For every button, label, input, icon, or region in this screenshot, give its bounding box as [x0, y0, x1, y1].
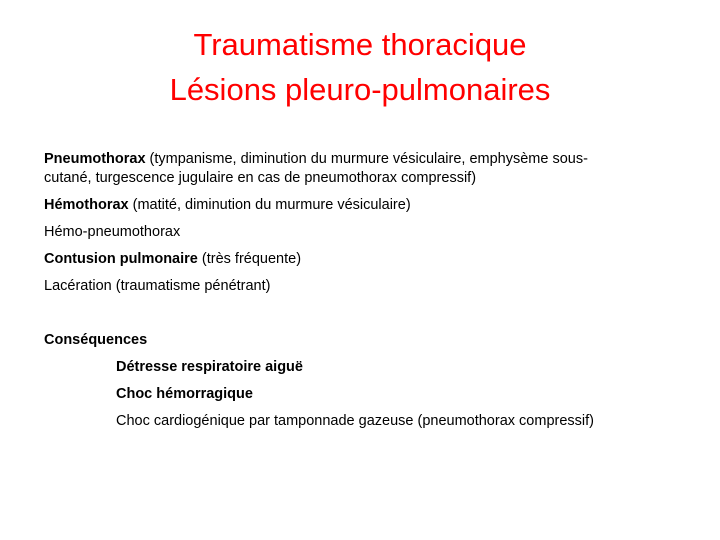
item-hemothorax-desc: (matité, diminution du murmure vésiculaire): [128, 197, 411, 213]
item-pneumothorax-term: Pneumothorax: [44, 151, 146, 167]
consequence-item-2-text: Choc hémorragique: [116, 386, 253, 402]
title-line-2: Lésions pleuro-pulmonaires: [169, 72, 551, 107]
spacer: [44, 304, 684, 331]
item-contusion-term: Contusion pulmonaire: [44, 251, 198, 267]
consequence-item-1: [44, 358, 684, 377]
item-hemothorax-term: Hémothorax: [44, 197, 129, 213]
consequences-list: [44, 358, 684, 431]
consequences-heading: [44, 331, 684, 350]
item-pneumothorax-desc-1: (tympanisme, diminution du murmure vésiculaire, emphysème sous-: [145, 151, 588, 167]
item-hemo-pneumothorax: Hémo-pneumothorax: [44, 224, 181, 240]
title-line-1: Traumatisme thoracique: [193, 27, 527, 62]
item-pneumothorax: [44, 150, 684, 188]
item-pneumothorax-line-2: cutané, turgescence jugulaire en cas de pneumothorax compressif): [44, 170, 477, 186]
consequence-item-2: [44, 385, 684, 404]
slide-title: [0, 22, 720, 112]
consequences-heading-text: Conséquences: [44, 332, 148, 348]
item-contusion: [44, 250, 684, 269]
item-pneumothorax-line-1: [44, 150, 684, 169]
item-contusion-desc: (très fréquente): [197, 251, 302, 267]
item-hemothorax: [44, 196, 684, 215]
consequence-item-3: Choc cardiogénique par tamponnade gazeuse (pneumothorax compressif): [116, 413, 594, 429]
slide-body: [44, 150, 684, 439]
consequence-item-1-text: Détresse respiratoire aiguë: [116, 359, 303, 375]
item-laceration: Lacération (traumatisme pénétrant): [44, 278, 271, 294]
